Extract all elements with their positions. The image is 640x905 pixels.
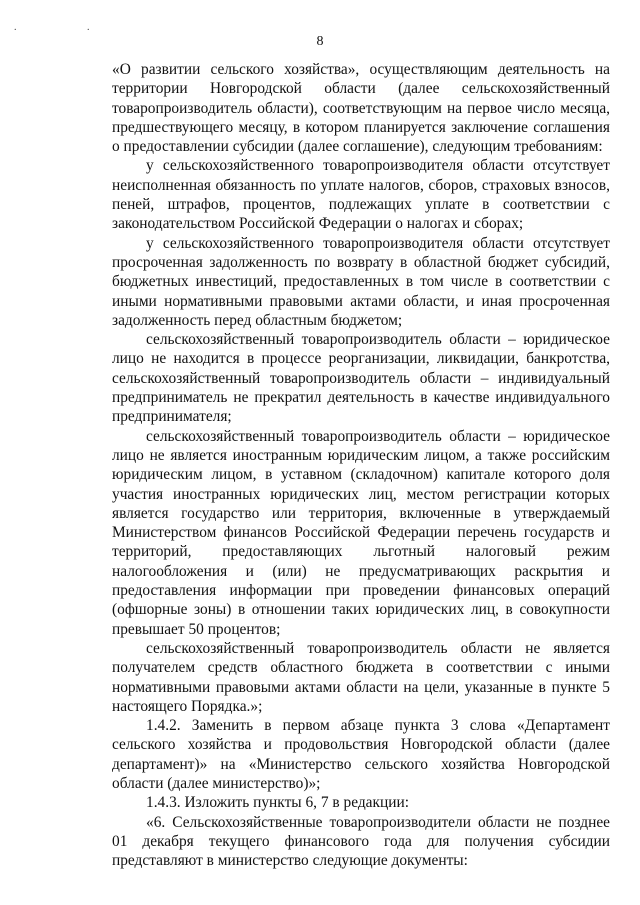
page-number: 8 [316,34,324,49]
paragraph-no-overdue-debt: у сельскохозяйственного товаропроизводителя области отсутствует просроченная задолженность по возврату в областной бюджет субсидий, бюджетных инвестиций, предоставленных в том числе в соответствии с иными нормативными правовыми актами области, и иная просроченная задолженность перед областным бюджетом; [112,234,610,329]
paragraph-not-foreign: сельскохозяйственный товаропроизводитель области – юридическое лицо не является иностранным юридическим лицом, а также российским юридическим лицом, в уставном (складочном) капитале которого доля участия иностранных юридических лиц, местом регистрации которых является государство или территория, включенные в утверждаемый Министерством финансов Российской Федерации перечень государств и территорий, предоставляющих льготный налоговый режим налогообложения и (или) не предусматривающих раскрытия и предоставления информации при проведении финансовых операций (офшорные зоны) в отношении таких юридических лиц, в совокупности превышает 50 процентов; [112,427,610,638]
paragraph-item-6: «6. Сельскохозяйственные товаропроизводители области не позднее 01 декабря текущего финансового года для получения субсидии представляют в министерство следующие документы: [112,813,610,870]
scan-marks: . . [14,22,124,33]
paragraph-1-4-2: 1.4.2. Заменить в первом абзаце пункта 3 слова «Департамент сельского хозяйства и продовольствия Новгородской области (далее департамент)» на «Министерство сельского хозяйства Новгородской области (далее министерство)»; [112,717,610,792]
paragraph-not-recipient: сельскохозяйственный товаропроизводитель области не является получателем средств областного бюджета в соответствии с иными нормативными правовыми актами области на цели, указанные в пункте 5 настоящего Порядка.»; [112,639,610,715]
paragraph-1-4-3: 1.4.3. Изложить пункты 6, 7 в редакции: [146,794,409,812]
paragraph-no-tax-debt: у сельскохозяйственного товаропроизводителя области отсутствует неисполненная обязанность по уплате налогов, сборов, страховых взносов, пеней, штрафов, процентов, подлежащих уплате в соответствии с законодательством Российской Федерации о налогах и сборах; [112,157,610,233]
document-body [112,60,610,870]
paragraph-not-in-liquidation: сельскохозяйственный товаропроизводитель области – юридическое лицо не находится в процессе реорганизации, ликвидации, банкротства, сельскохозяйственный товаропроизводитель области – индивидуальный предприниматель не прекратил деятельность в качестве индивидуального предпринимателя; [112,331,610,426]
paragraph-continuation: «О развитии сельского хозяйства», осуществляющим деятельность на территории Новгородской области (далее сельскохозяйственный товаропроизводитель области), соответствующим на первое число месяца, предшествующего месяцу, в котором планируется заключение соглашения о предоставлении субсидии (далее соглашение), следующим требованиям: [112,61,610,156]
